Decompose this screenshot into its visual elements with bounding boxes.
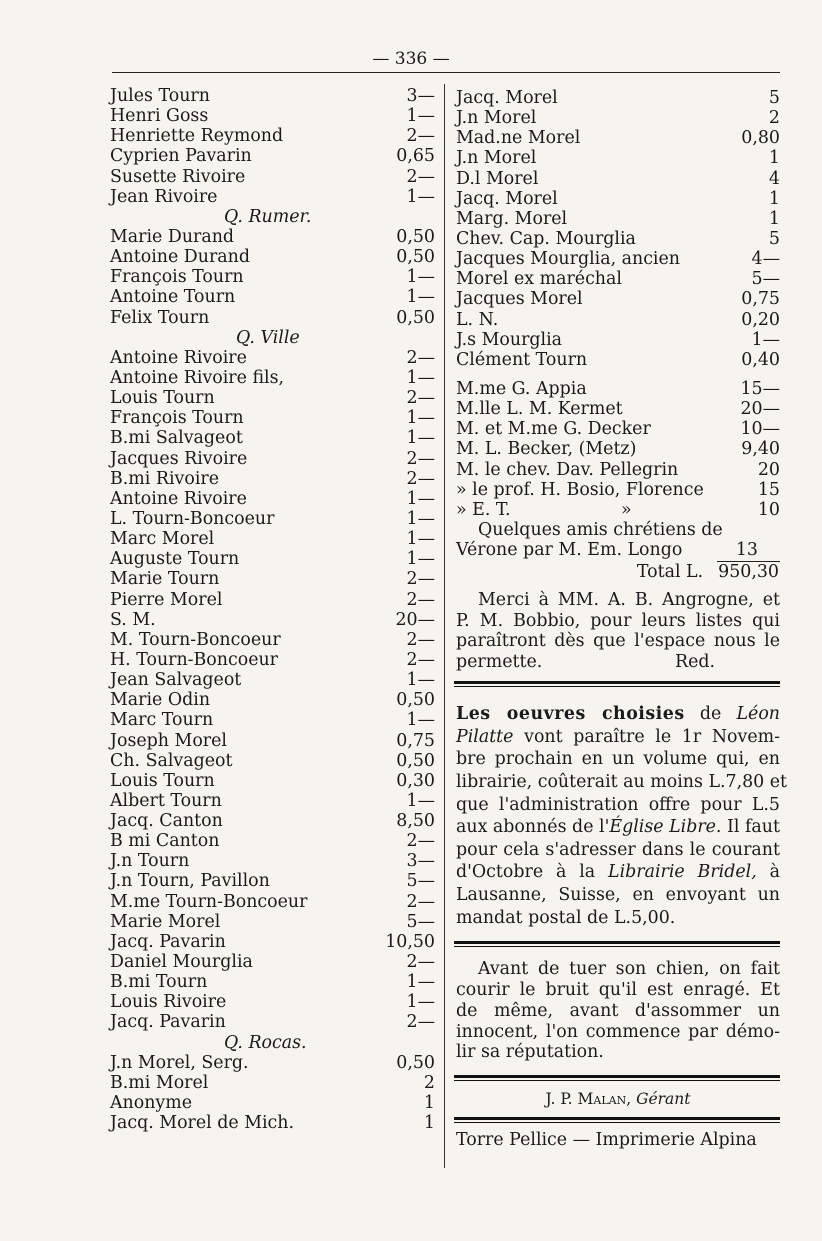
donor-row	[456, 128, 780, 148]
donor-name: M. Tourn-Boncoeur	[110, 629, 281, 650]
donor-amount: 5	[768, 228, 780, 249]
donor-name: » E. T. »	[456, 499, 632, 520]
donor-amount: 1—	[406, 549, 435, 570]
donor-amount: 0,80	[741, 128, 780, 149]
donor-row	[456, 439, 780, 459]
donor-amount: 1—	[406, 529, 435, 550]
donor-row	[456, 189, 780, 209]
donor-row	[456, 269, 780, 289]
donor-name: Marc Morel	[110, 529, 215, 550]
donor-amount: 9,40	[741, 439, 780, 460]
donor-row	[456, 419, 780, 439]
oeuvres-journal: Église Libre.	[609, 817, 722, 838]
donor-name: Daniel Mourglia	[110, 952, 253, 973]
donor-amount: 10	[757, 499, 780, 520]
donor-name: François Tourn	[110, 408, 244, 429]
donor-name: Louis Rivoire	[110, 992, 227, 1013]
oeuvres-text: pour cela s'adresser dans le courant	[456, 839, 780, 860]
donor-amount: 2—	[406, 589, 435, 610]
oeuvres-author: Pilatte	[456, 726, 514, 747]
donor-amount: 2—	[406, 347, 435, 368]
donor-name: Antoine Rivoire fils,	[110, 367, 285, 388]
donor-amount: 1	[768, 188, 780, 209]
donor-name: Antoine Rivoire	[110, 347, 247, 368]
donor-row	[110, 1113, 435, 1133]
donor-row	[110, 267, 435, 287]
donor-amount: 1—	[406, 790, 435, 811]
donor-name: Pierre Morel	[110, 589, 223, 610]
donor-row	[456, 310, 780, 330]
merci-line: permette. Red.	[456, 651, 716, 672]
donor-name: » le prof. H. Bosio, Florence	[456, 479, 704, 500]
donor-amount: 0,50	[396, 1052, 435, 1073]
donor-amount: 1	[768, 208, 780, 229]
verone-line2: Vérone par M. Em. Longo	[456, 540, 683, 561]
donor-name: L. Tourn-Boncoeur	[110, 508, 275, 529]
donor-name: Marie Tourn	[110, 569, 220, 590]
total-amount: 950,30	[718, 562, 779, 583]
donor-row	[110, 106, 435, 126]
donor-row	[110, 489, 435, 509]
donor-name: J.n Morel	[456, 148, 537, 169]
donor-amount: 2—	[406, 468, 435, 489]
donor-row	[456, 379, 780, 399]
donor-row	[110, 509, 435, 529]
donor-name: J.n Tourn	[110, 851, 190, 872]
donor-row	[110, 529, 435, 549]
donor-name: D.l Morel	[456, 168, 539, 189]
donor-amount: 0,50	[396, 690, 435, 711]
donor-name: M.me Tourn-Boncoeur	[110, 891, 308, 912]
donor-name: Jacq. Canton	[110, 811, 223, 832]
donor-amount: 2—	[406, 831, 435, 852]
donor-row	[110, 408, 435, 428]
donor-name: Jules Tourn	[110, 86, 210, 106]
donor-amount: 1—	[406, 428, 435, 449]
donor-amount: 0,50	[396, 750, 435, 771]
oeuvres-text: Il faut	[721, 817, 780, 838]
donor-amount: 5	[768, 88, 780, 108]
verone-amount: 13	[735, 540, 758, 561]
oeuvres-text: vont paraître le 1r Novem-	[513, 726, 780, 747]
donor-amount: 2—	[406, 649, 435, 670]
donor-name: J.s Mourglia	[456, 329, 563, 350]
donor-name: Jacq. Morel	[456, 88, 558, 108]
donor-row	[110, 811, 435, 831]
oeuvres-text: bre prochain en un volume qui, en	[456, 749, 780, 770]
donor-row	[110, 388, 435, 408]
oeuvres-author: Léon	[736, 704, 780, 725]
donor-row	[456, 350, 780, 370]
oeuvres-text: Lausanne, Suisse, en envoyant un	[456, 884, 780, 905]
donor-row	[110, 167, 435, 187]
maxim-line: lir sa réputation.	[456, 1042, 604, 1063]
donor-name: Chev. Cap. Mourglia	[456, 228, 636, 249]
gerant-line	[456, 1089, 780, 1109]
donor-row	[110, 871, 435, 891]
donor-amount: 2—	[406, 126, 435, 147]
donor-row	[110, 831, 435, 851]
donor-row	[456, 330, 780, 350]
donor-name: Henri Goss	[110, 106, 209, 127]
donor-name: Jean Salvageot	[110, 670, 242, 691]
donor-name: Jean Rivoire	[110, 186, 218, 207]
donor-name: Marie Durand	[110, 226, 235, 247]
donor-amount: 2	[768, 108, 780, 129]
right-donor-list-a	[456, 88, 780, 370]
donor-row	[110, 287, 435, 307]
donor-row	[110, 1093, 435, 1113]
donor-row	[110, 1073, 435, 1093]
donor-amount: 1	[768, 148, 780, 169]
donor-name: Clément Tourn	[456, 349, 588, 370]
merci-line: paraîtront dès que l'espace nous le	[456, 631, 780, 652]
donor-name: J.n Tourn, Pavillon	[110, 871, 270, 892]
oeuvres-bookshop: Librairie Bridel,	[608, 862, 757, 883]
donor-amount: 1—	[406, 408, 435, 429]
quarter-heading: Q. Ville	[236, 327, 300, 348]
section-divider	[454, 681, 780, 687]
donor-row	[110, 932, 435, 952]
donor-name: Mad.ne Morel	[456, 128, 581, 149]
donor-name: M. le chev. Dav. Pellegrin	[456, 459, 679, 480]
donor-name: B.mi Salvageot	[110, 428, 243, 449]
donor-row	[110, 469, 435, 489]
donor-row	[110, 771, 435, 791]
donor-row	[456, 229, 780, 249]
donor-row	[110, 368, 435, 388]
right-donor-list-b	[456, 379, 780, 520]
donor-amount: 1	[423, 1093, 435, 1114]
left-donor-list	[110, 86, 435, 1133]
donor-name: Louis Tourn	[110, 388, 215, 409]
column-divider	[444, 84, 445, 1168]
donor-name: Antoine Durand	[110, 247, 250, 268]
donor-row	[110, 710, 435, 730]
donor-amount: 3—	[406, 86, 435, 106]
maxim-line: courir le bruit qu'il est enragé. Et	[456, 979, 780, 1000]
donor-amount: 0,50	[396, 307, 435, 328]
donor-row	[456, 148, 780, 168]
donor-amount: 2—	[406, 448, 435, 469]
donor-name: Jacques Morel	[456, 289, 583, 310]
donor-amount: 1	[423, 1113, 435, 1134]
donor-amount: 8,50	[396, 811, 435, 832]
donor-amount: 20	[757, 459, 780, 480]
donor-name: Henriette Reymond	[110, 126, 284, 147]
donor-row	[456, 460, 780, 480]
donor-name: Louis Tourn	[110, 770, 215, 791]
donor-row	[110, 247, 435, 267]
donor-amount: 10,50	[385, 931, 435, 952]
donor-name: Cyprien Pavarin	[110, 146, 252, 167]
section-divider	[454, 1117, 780, 1123]
donor-name: Antoine Tourn	[110, 287, 236, 308]
donor-row	[110, 670, 435, 690]
maxim-line: Avant de tuer son chien, on fait	[478, 959, 780, 980]
donor-amount: 0,65	[396, 146, 435, 167]
donor-amount: 1—	[406, 106, 435, 127]
donor-row	[110, 650, 435, 670]
quarter-heading: Q. Rocas.	[224, 1032, 307, 1053]
donor-row	[110, 227, 435, 247]
donor-name: H. Tourn-Boncoeur	[110, 649, 278, 670]
donor-name: S. M.	[110, 609, 156, 630]
oeuvres-text: que l'administration offre pour L.5	[456, 794, 780, 815]
donor-amount: 5—	[406, 911, 435, 932]
donor-amount: 0,75	[741, 289, 780, 310]
donor-row	[110, 348, 435, 368]
total-label: Total L.	[636, 562, 704, 583]
donor-amount: 0,30	[396, 770, 435, 791]
donor-amount: 2—	[406, 891, 435, 912]
donor-amount: 15—	[740, 378, 780, 399]
oeuvres-text: mandat postal de L.5,00.	[456, 907, 676, 928]
donor-amount: 0,20	[741, 309, 780, 330]
donor-row	[110, 126, 435, 146]
oeuvres-text: d'Octobre à la	[456, 862, 609, 883]
donor-amount: 1—	[406, 992, 435, 1013]
oeuvres-text: de	[684, 704, 737, 725]
donor-row	[110, 630, 435, 650]
donor-amount: 15	[757, 479, 780, 500]
donor-name: Marie Morel	[110, 911, 221, 932]
verone-line1: Quelques amis chrétiens de	[478, 519, 723, 540]
donor-name: J.n Morel, Serg.	[110, 1052, 249, 1073]
donor-row	[110, 992, 435, 1012]
donor-row	[456, 500, 780, 520]
donor-name: Marg. Morel	[456, 208, 568, 229]
donor-name: M. L. Becker, (Metz)	[456, 439, 637, 460]
donor-amount: 20—	[395, 609, 435, 630]
donor-row	[110, 791, 435, 811]
donor-row	[110, 428, 435, 448]
donor-row	[456, 88, 780, 108]
donor-name: François Tourn	[110, 267, 244, 288]
donor-row	[110, 972, 435, 992]
donor-name: M.me G. Appia	[456, 378, 587, 399]
donor-row	[110, 187, 435, 207]
donor-row	[456, 209, 780, 229]
oeuvres-text: librairie, coûterait au moins L.7,80 et	[456, 772, 788, 793]
donor-row	[456, 480, 780, 500]
donor-amount: 1—	[406, 972, 435, 993]
maxim-paragraph	[456, 959, 780, 1063]
donor-amount: 1—	[751, 329, 780, 350]
oeuvres-title: Les oeuvres choisies	[456, 704, 685, 725]
total-row	[456, 560, 780, 584]
donor-name: Anonyme	[110, 1093, 193, 1114]
donor-amount: 5—	[751, 269, 780, 290]
donor-row	[110, 449, 435, 469]
donor-amount: 1—	[406, 186, 435, 207]
oeuvres-announcement	[456, 703, 788, 929]
donor-name: L. N.	[456, 309, 499, 330]
donor-row	[110, 912, 435, 932]
donor-amount: 2—	[406, 166, 435, 187]
donor-name: Ch. Salvageot	[110, 750, 233, 771]
donor-name: J.n Morel	[456, 108, 537, 129]
quarter-heading: Q. Rumer.	[224, 206, 312, 227]
gerant-role: Gérant	[636, 1090, 691, 1109]
donor-row	[456, 399, 780, 419]
donor-name: B.mi Tourn	[110, 972, 208, 993]
donor-amount: 2—	[406, 1012, 435, 1033]
donor-row	[110, 690, 435, 710]
donor-amount: 1—	[406, 488, 435, 509]
page-number: — 336 —	[372, 49, 450, 69]
maxim-line: innocent, l'on commence par démo-	[456, 1021, 780, 1042]
donor-name: M.lle L. M. Kermet	[456, 399, 623, 420]
donor-row	[110, 751, 435, 771]
donor-name: Jacq. Pavarin	[110, 1012, 226, 1033]
donor-row	[110, 1053, 435, 1073]
merci-line: Merci à MM. A. B. Angrogne, et	[478, 590, 780, 611]
right-column	[456, 88, 788, 1151]
donor-row	[456, 108, 780, 128]
section-divider	[454, 1075, 780, 1081]
donor-amount: 20—	[740, 399, 780, 420]
donor-row	[110, 851, 435, 871]
donor-amount: 1—	[406, 367, 435, 388]
imprimerie-line: Torre Pellice — Imprimerie Alpina	[456, 1130, 757, 1151]
donor-row	[110, 590, 435, 610]
gerant-name: J. P. Malan,	[545, 1090, 632, 1109]
donor-amount: 1—	[406, 670, 435, 691]
merci-paragraph	[456, 590, 780, 672]
donor-row	[110, 610, 435, 630]
donor-name: Marc Tourn	[110, 710, 214, 731]
maxim-line: de même, avant d'assommer un	[456, 1000, 780, 1021]
donor-amount: 4	[768, 168, 780, 189]
donor-amount: 2—	[406, 569, 435, 590]
donor-amount: 2—	[406, 952, 435, 973]
donor-amount: 3—	[406, 851, 435, 872]
donor-amount: 0,75	[396, 730, 435, 751]
donor-amount: 2—	[406, 388, 435, 409]
donor-row	[110, 569, 435, 589]
donor-name: Joseph Morel	[110, 730, 227, 751]
donor-amount: 0,50	[396, 226, 435, 247]
donor-amount: 2—	[406, 629, 435, 650]
merci-line: P. M. Bobbio, pour leurs listes qui	[456, 610, 780, 631]
donor-row	[110, 1012, 435, 1032]
donor-amount: 5—	[406, 871, 435, 892]
donor-name: Susette Rivoire	[110, 166, 246, 187]
donor-name: Jacq. Morel de Mich.	[110, 1113, 295, 1134]
donor-name: M. et M.me G. Decker	[456, 419, 651, 440]
donor-amount: 4—	[751, 249, 780, 270]
donor-name: Morel ex maréchal	[456, 269, 622, 290]
donor-amount: 1—	[406, 508, 435, 529]
donor-name: Jacq. Morel	[456, 188, 558, 209]
verone-entry	[456, 520, 780, 560]
donor-amount: 1—	[406, 267, 435, 288]
section-divider	[454, 941, 780, 947]
oeuvres-text: à	[756, 862, 780, 883]
donor-row	[110, 86, 435, 106]
donor-row	[110, 146, 435, 166]
donor-row	[110, 952, 435, 972]
top-rule	[112, 72, 780, 73]
donor-name: Jacques Rivoire	[110, 448, 248, 469]
donor-amount: 0,50	[396, 247, 435, 268]
donor-amount: 0,40	[741, 349, 780, 370]
donor-name: Jacq. Pavarin	[110, 931, 226, 952]
donor-name: B.mi Rivoire	[110, 468, 220, 489]
donor-amount: 10—	[740, 419, 780, 440]
donor-name: Auguste Tourn	[110, 549, 240, 570]
donor-name: B.mi Morel	[110, 1072, 209, 1093]
donor-name: Jacques Mourglia, ancien	[456, 249, 680, 270]
donor-row	[456, 169, 780, 189]
donor-row	[456, 249, 780, 269]
donor-row	[110, 549, 435, 569]
donor-row	[110, 892, 435, 912]
donor-name: Albert Tourn	[110, 790, 222, 811]
donor-amount: 2	[423, 1072, 435, 1093]
donor-row	[110, 308, 435, 328]
donor-row	[456, 289, 780, 309]
donor-row	[110, 731, 435, 751]
donor-name: Marie Odin	[110, 690, 211, 711]
oeuvres-text: aux abonnés de l'	[456, 817, 610, 838]
donor-name: Felix Tourn	[110, 307, 210, 328]
donor-amount: 1—	[406, 710, 435, 731]
donor-amount: 1—	[406, 287, 435, 308]
donor-name: Antoine Rivoire	[110, 488, 247, 509]
donor-name: B mi Canton	[110, 831, 220, 852]
